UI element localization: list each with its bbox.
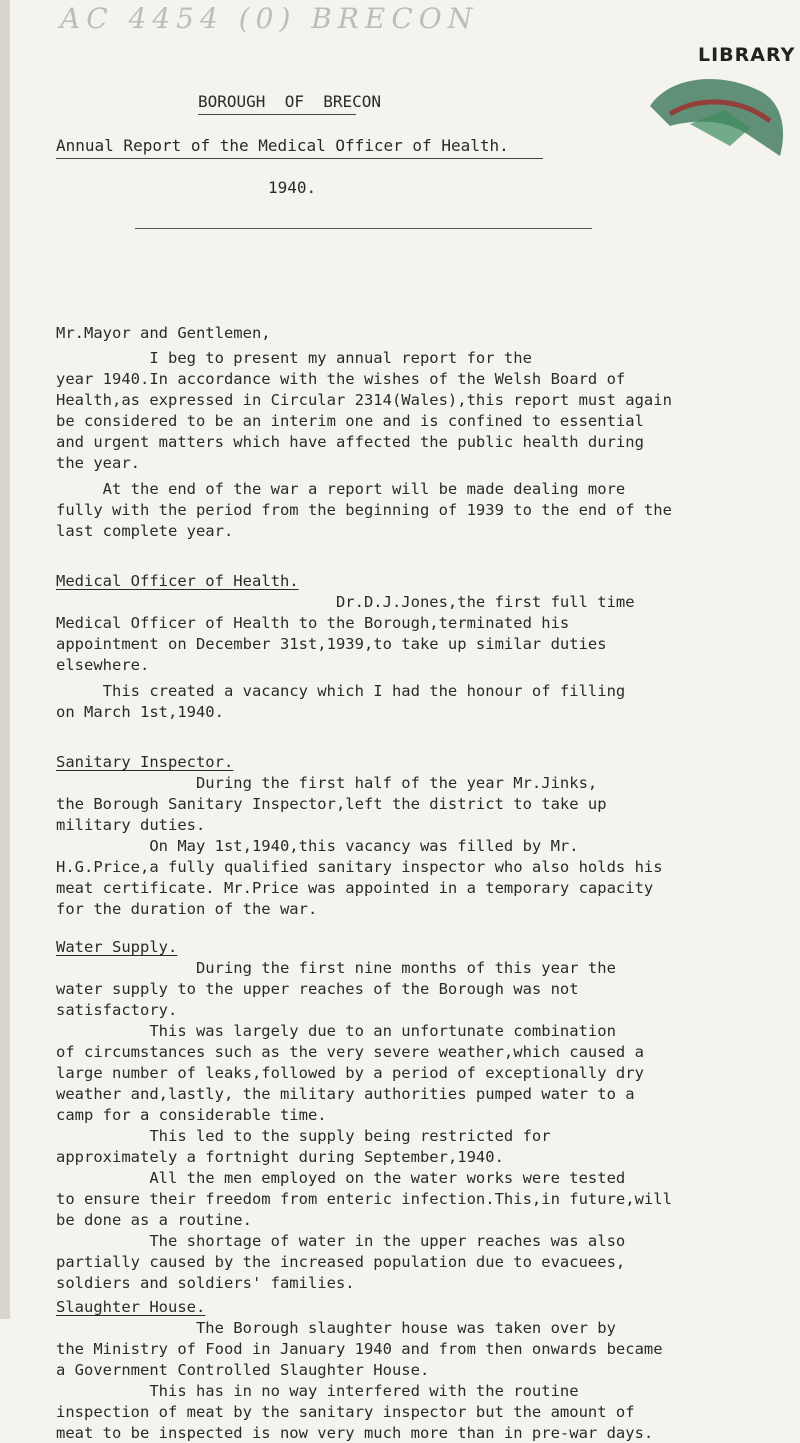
section-heading-medical-officer-of-health: Medical Officer of Health. bbox=[56, 572, 299, 590]
body-line: the Ministry of Food in January 1940 and from then onwards became bbox=[56, 1340, 663, 1358]
body-line: H.G.Price,a fully qualified sanitary inspector who also holds his bbox=[56, 858, 663, 876]
body-line: fully with the period from the beginning of 1939 to the end of the bbox=[56, 501, 672, 519]
body-line: large number of leaks,followed by a period of exceptionally dry bbox=[56, 1064, 644, 1082]
body-line: This created a vacancy which I had the honour of filling bbox=[56, 682, 626, 700]
body-line: weather and,lastly, the military authorities pumped water to a bbox=[56, 1085, 635, 1103]
header-rule bbox=[135, 228, 592, 229]
body-line: camp for a considerable time. bbox=[56, 1106, 327, 1124]
borough-underline bbox=[198, 114, 356, 115]
body-line: for the duration of the war. bbox=[56, 900, 318, 918]
body-line: Mr.Mayor and Gentlemen, bbox=[56, 324, 271, 342]
archive-stamp: AC 4454 (0) BRECON bbox=[60, 2, 479, 35]
body-line: and urgent matters which have affected the public health during bbox=[56, 433, 644, 451]
body-line: Medical Officer of Health to the Borough,terminated his bbox=[56, 614, 570, 632]
body-line: appointment on December 31st,1939,to take up similar duties bbox=[56, 635, 607, 653]
body-line: inspection of meat by the sanitary inspector but the amount of bbox=[56, 1403, 635, 1421]
body-line: soldiers and soldiers' families. bbox=[56, 1274, 355, 1292]
body-line: to ensure their freedom from enteric infection.This,in future,will bbox=[56, 1190, 672, 1208]
body-line: approximately a fortnight during September,1940. bbox=[56, 1148, 504, 1166]
body-line: During the first half of the year Mr.Jinks, bbox=[56, 774, 598, 792]
body-line: meat certificate. Mr.Price was appointed in a temporary capacity bbox=[56, 879, 654, 897]
body-line: on March 1st,1940. bbox=[56, 703, 224, 721]
body-line: This led to the supply being restricted for bbox=[56, 1127, 551, 1145]
body-line: The Borough slaughter house was taken over by bbox=[56, 1319, 616, 1337]
body-line: last complete year. bbox=[56, 522, 234, 540]
body-line: military duties. bbox=[56, 816, 206, 834]
body-line: partially caused by the increased population due to evacuees, bbox=[56, 1253, 626, 1271]
body-line: Health,as expressed in Circular 2314(Wales),this report must again bbox=[56, 391, 672, 409]
body-line: During the first nine months of this year the bbox=[56, 959, 616, 977]
body-line: a Government Controlled Slaughter House. bbox=[56, 1361, 430, 1379]
body-line: the Borough Sanitary Inspector,left the district to take up bbox=[56, 795, 607, 813]
body-line: elsewhere. bbox=[56, 656, 150, 674]
body-line: meat to be inspected is now very much more than in pre-war days. bbox=[56, 1424, 654, 1442]
body-line: On May 1st,1940,this vacancy was filled by Mr. bbox=[56, 837, 579, 855]
section-heading-water-supply: Water Supply. bbox=[56, 938, 178, 956]
body-line: The shortage of water in the upper reaches was also bbox=[56, 1232, 626, 1250]
section-heading-slaughter-house: Slaughter House. bbox=[56, 1298, 206, 1316]
body-line: the year. bbox=[56, 454, 140, 472]
body-line: be done as a routine. bbox=[56, 1211, 252, 1229]
report-title-underline bbox=[56, 158, 543, 159]
body-line: This has in no way interfered with the routine bbox=[56, 1382, 579, 1400]
body-line: This was largely due to an unfortunate combination bbox=[56, 1022, 616, 1040]
borough-heading: BOROUGH OF BRECON bbox=[198, 92, 382, 111]
body-line: satisfactory. bbox=[56, 1001, 178, 1019]
report-year: 1940. bbox=[268, 178, 317, 197]
body-line: of circumstances such as the very severe weather,which caused a bbox=[56, 1043, 644, 1061]
body-line: year 1940.In accordance with the wishes of the Welsh Board of bbox=[56, 370, 626, 388]
body-line: I beg to present my annual report for the bbox=[56, 349, 532, 367]
body-line: At the end of the war a report will be made dealing more bbox=[56, 480, 626, 498]
body-line: All the men employed on the water works were tested bbox=[56, 1169, 626, 1187]
body-line: be considered to be an interim one and is confined to essential bbox=[56, 412, 644, 430]
library-emblem bbox=[630, 66, 795, 186]
body-line: Dr.D.J.Jones,the first full time bbox=[56, 593, 635, 611]
body-line: water supply to the upper reaches of the Borough was not bbox=[56, 980, 579, 998]
report-title: Annual Report of the Medical Officer of Health. bbox=[56, 136, 509, 155]
section-heading-sanitary-inspector: Sanitary Inspector. bbox=[56, 753, 234, 771]
library-label: LIBRARY bbox=[698, 44, 796, 66]
scan-edge bbox=[0, 0, 10, 1319]
